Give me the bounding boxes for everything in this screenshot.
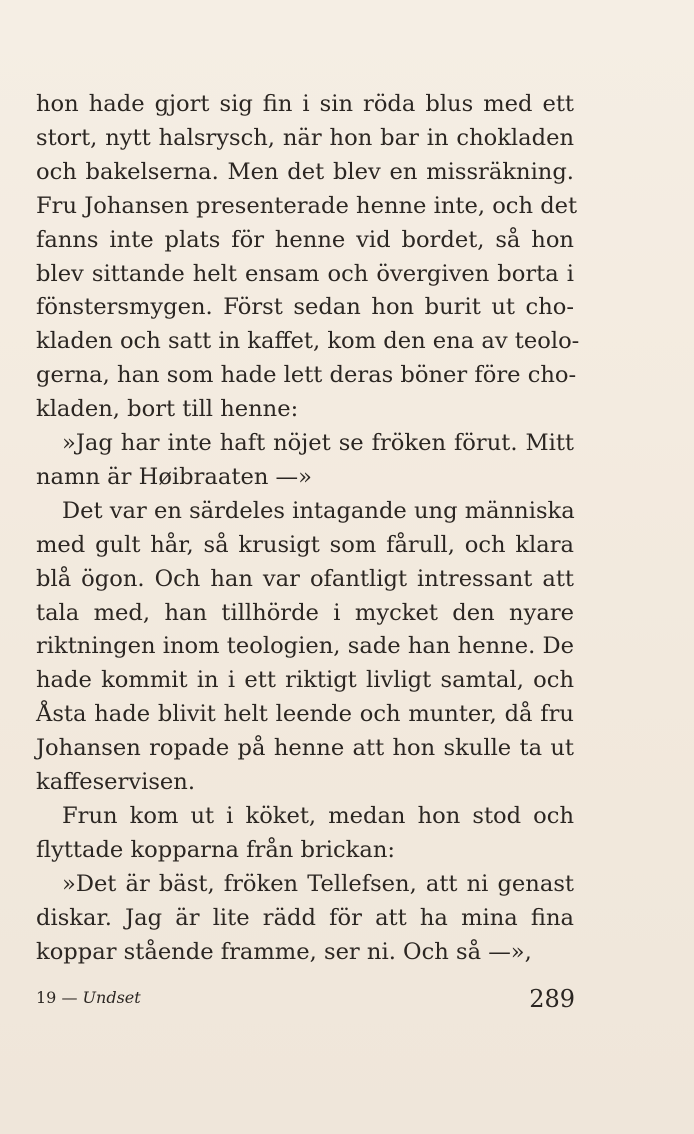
signature-number: 19: [36, 988, 57, 1007]
text-line: Åsta hade blivit helt leende och munter, då fru: [36, 701, 574, 728]
text-line: tala med, han tillhörde i mycket den nyare: [36, 599, 574, 626]
text-line: riktningen inom teologien, sade han henne. De: [36, 633, 574, 660]
text-line: blev sittande helt ensam och övergiven borta i: [36, 260, 574, 287]
text-line: Det var en särdeles intagande ung människa: [62, 497, 575, 524]
signature-dash: —: [61, 988, 78, 1007]
text-line: stort, nytt halsrysch, när hon bar in chokladen: [36, 124, 574, 151]
text-line: diskar. Jag är lite rädd för att ha mina fina: [36, 904, 574, 931]
text-line: koppar stående framme, ser ni. Och så —»,: [36, 938, 532, 965]
page-number: 289: [529, 985, 575, 1013]
text-line: gerna, han som hade lett deras böner före cho-: [36, 362, 577, 389]
text-line: hade kommit in i ett riktigt livligt samtal, och: [36, 667, 574, 694]
text-line: kladen och satt in kaffet, kom den ena av teolo-: [36, 328, 580, 355]
text-line: Fru Johansen presenterade henne inte, och det: [36, 192, 578, 219]
text-line: med gult hår, så krusigt som fårull, och klara: [36, 531, 574, 558]
text-line: hon hade gjort sig fin i sin röda blus med ett: [36, 91, 574, 117]
text-line: Johansen ropade på henne att hon skulle ta ut: [36, 735, 574, 762]
text-line: och bakelserna. Men det blev en missräkning.: [36, 158, 574, 185]
text-line: kaffeservisen.: [36, 769, 196, 795]
signature-author: Undset: [82, 988, 141, 1007]
printer-signature: [36, 986, 141, 1010]
text-line: flyttade kopparna från brickan:: [36, 836, 396, 863]
text-line: »Jag har inte haft nöjet se fröken förut. Mitt: [62, 430, 574, 456]
text-line: fönstersmygen. Först sedan hon burit ut cho-: [36, 294, 574, 321]
text-line: fanns inte plats för henne vid bordet, så hon: [36, 226, 574, 253]
text-line: kladen, bort till henne:: [36, 396, 299, 423]
text-line: »Det är bäst, fröken Tellefsen, att ni genast: [62, 870, 574, 897]
text-line: blå ögon. Och han var ofantligt intressant att: [36, 565, 574, 592]
text-line: namn är Høibraaten —»: [36, 463, 312, 490]
text-line: Frun kom ut i köket, medan hon stod och: [62, 802, 574, 829]
